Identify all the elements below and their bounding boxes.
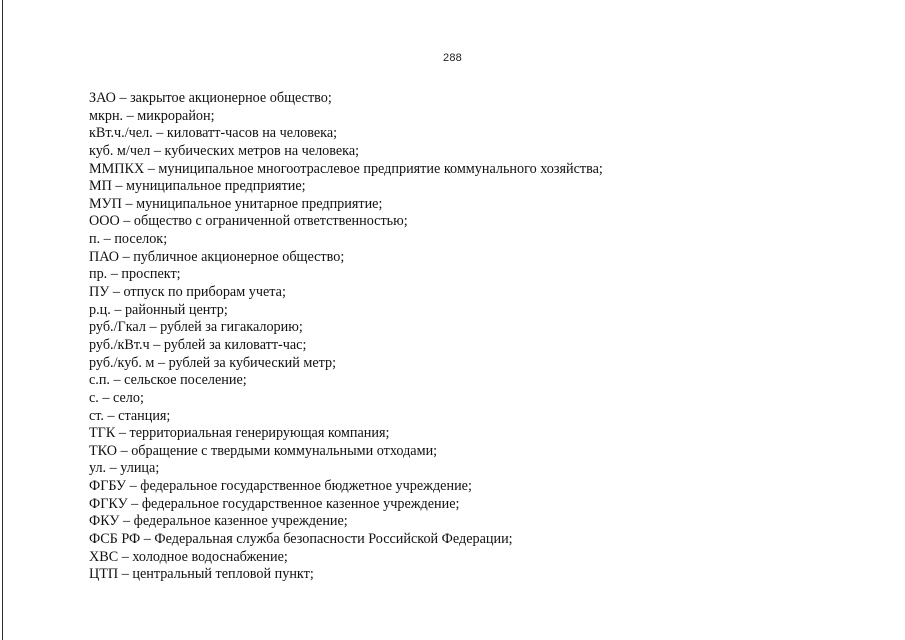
abbreviation-item: куб. м/чел – кубических метров на человека; — [89, 142, 360, 159]
abbreviation-item: ТГК – территориальная генерирующая компания; — [89, 425, 390, 442]
abbreviation-item: ФГКУ – федеральное государственное казенное учреждение; — [89, 495, 460, 512]
abbreviation-item: ПУ – отпуск по приборам учета; — [89, 284, 286, 301]
abbreviation-item: ЗАО – закрытое акционерное общество; — [89, 90, 332, 106]
abbreviation-item: МП – муниципальное предприятие; — [89, 178, 306, 195]
abbreviation-item: ФКУ – федеральное казенное учреждение; — [89, 513, 348, 530]
abbreviation-item: ООО – общество с ограниченной ответственностью; — [89, 213, 408, 230]
abbreviation-item: руб./кВт.ч – рублей за киловатт-час; — [89, 336, 307, 353]
abbreviation-item: ХВС – холодное водоснабжение; — [89, 548, 288, 565]
abbreviation-item: мкрн. – микрорайон; — [89, 107, 215, 124]
abbreviation-item: руб./куб. м – рублей за кубический метр; — [89, 354, 337, 371]
page-number: 288 — [443, 52, 462, 64]
abbreviation-item: руб./Гкал – рублей за гигакалорию; — [89, 319, 303, 336]
abbreviation-item: ТКО – обращение с твердыми коммунальными отходами; — [89, 442, 438, 459]
abbreviation-item: ЦТП – центральный тепловой пункт; — [89, 566, 314, 583]
abbreviation-item: ММПКХ – муниципальное многоотраслевое предприятие коммунального хозяйства; — [89, 160, 603, 177]
abbreviation-item: ст. – станция; — [89, 407, 171, 424]
abbreviation-item: ФСБ РФ – Федеральная служба безопасности Российской Федерации; — [89, 531, 513, 548]
abbreviation-item: пр. – проспект; — [89, 266, 181, 283]
page-edge-line — [2, 0, 3, 640]
abbreviation-item: кВт.ч./чел. – киловатт-часов на человека; — [89, 125, 338, 142]
abbreviation-item: п. – поселок; — [89, 231, 168, 248]
abbreviation-item: ул. – улица; — [89, 460, 160, 477]
abbreviation-item: с. – село; — [89, 389, 144, 406]
abbreviation-item: с.п. – сельское поселение; — [89, 372, 247, 389]
abbreviation-item: ФГБУ – федеральное государственное бюджетное учреждение; — [89, 478, 472, 495]
abbreviation-list — [89, 90, 603, 584]
abbreviation-item: МУП – муниципальное унитарное предприятие; — [89, 195, 383, 212]
abbreviation-item: р.ц. – районный центр; — [89, 301, 228, 318]
abbreviation-item: ПАО – публичное акционерное общество; — [89, 248, 345, 265]
